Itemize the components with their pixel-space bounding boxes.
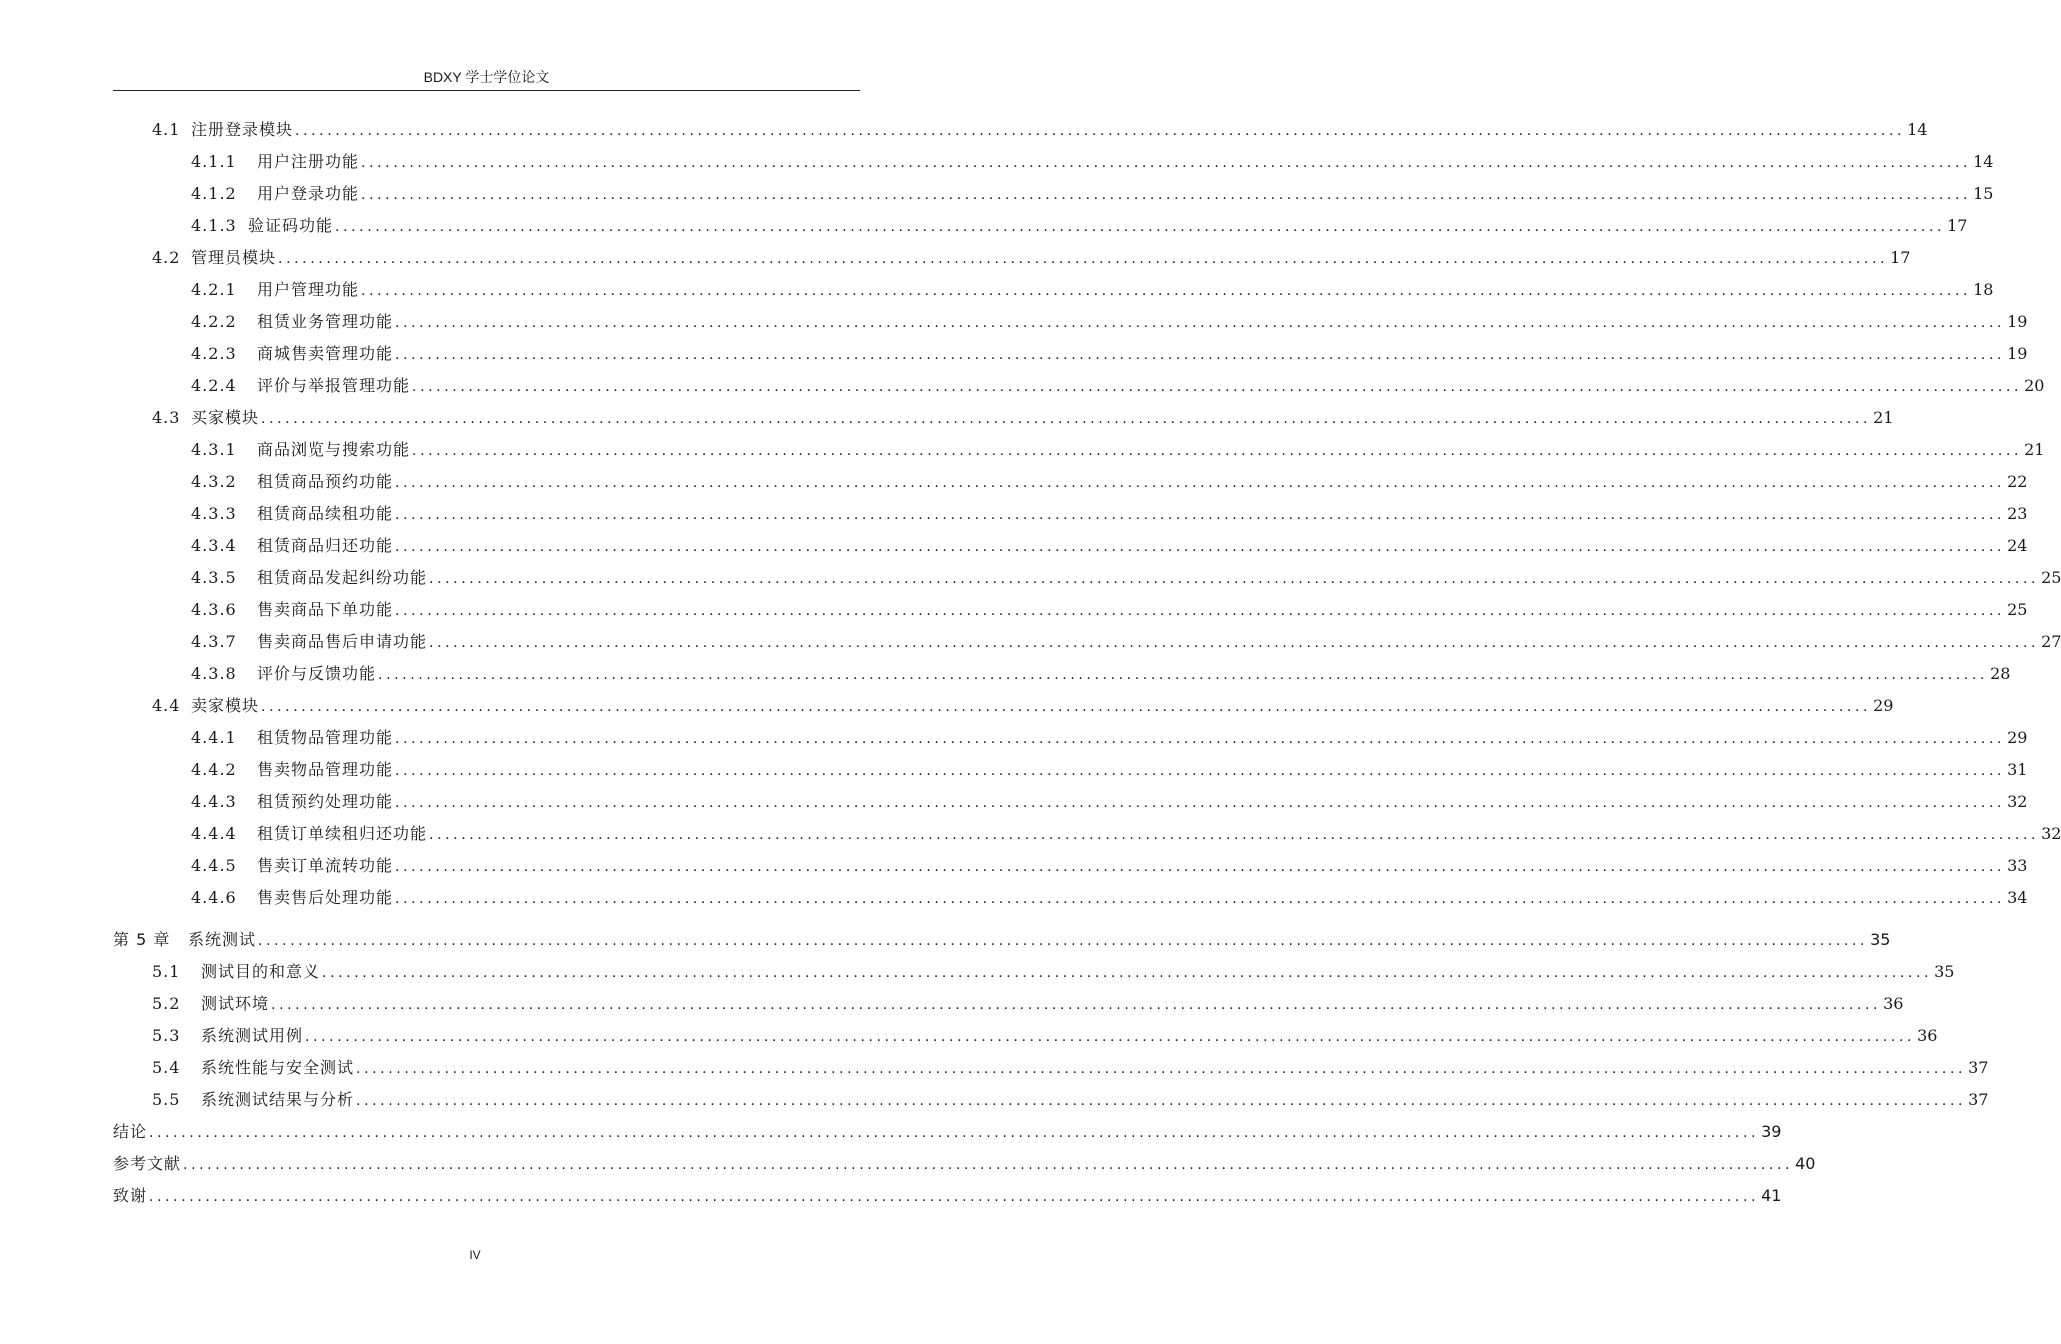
- toc-entry-number: 4.4.3: [191, 792, 237, 811]
- toc-entry[interactable]: [191, 338, 2028, 370]
- toc-entry[interactable]: [152, 242, 1911, 274]
- toc-entry-number: 4.2: [152, 248, 181, 267]
- toc-entry[interactable]: [152, 1052, 1989, 1084]
- toc-entry-title: 租赁商品预约功能: [257, 472, 394, 491]
- toc-entry-number: 4.3.4: [191, 536, 237, 555]
- toc-entry-page: 34: [2007, 888, 2028, 907]
- toc-entry-title: 评价与反馈功能: [257, 664, 377, 683]
- toc-entry[interactable]: [191, 818, 2061, 850]
- page-header-title: BDXY 学士学位论文: [423, 69, 550, 85]
- toc-entry-title: 售卖订单流转功能: [257, 856, 394, 875]
- toc-entry-title: 管理员模块: [191, 248, 277, 267]
- toc-dot-leader: ........................................................................................................................................................................................................: [361, 187, 1972, 203]
- toc-dot-leader: ........................................................................................................................................................................................................: [149, 1189, 1760, 1205]
- toc-dot-leader: ........................................................................................................................................................................................................: [361, 155, 1972, 171]
- toc-entry[interactable]: [113, 1180, 1782, 1212]
- toc-entry-page: 17: [1890, 248, 1911, 267]
- toc-entry-number: 4.3.2: [191, 472, 237, 491]
- toc-entry-number: 4.2.4: [191, 376, 237, 395]
- toc-entry[interactable]: [113, 1116, 1782, 1148]
- toc-entry[interactable]: [191, 786, 2028, 818]
- toc-entry-title: 测试环境: [201, 994, 270, 1013]
- toc-dot-leader: ........................................................................................................................................................................................................: [271, 997, 1882, 1013]
- toc-entry-title: 商品浏览与搜索功能: [257, 440, 411, 459]
- toc-entry-number: 4.2.2: [191, 312, 237, 331]
- toc-entry-title: 售卖物品管理功能: [257, 760, 394, 779]
- toc-entry-title: 租赁业务管理功能: [257, 312, 394, 331]
- toc-entry-page: 40: [1795, 1154, 1816, 1173]
- toc-entry-number: 4.4.6: [191, 888, 237, 907]
- toc-entry[interactable]: [191, 370, 2045, 402]
- toc-entry-number: 4.4: [152, 696, 181, 715]
- toc-entry-page: 19: [2007, 344, 2028, 363]
- toc-dot-leader: ........................................................................................................................................................................................................: [335, 219, 1946, 235]
- toc-entry-page: 41: [1761, 1186, 1782, 1205]
- toc-dot-leader: ........................................................................................................................................................................................................: [395, 507, 2006, 523]
- toc-entry-title: 买家模块: [191, 408, 260, 427]
- toc-dot-leader: ........................................................................................................................................................................................................: [395, 315, 2006, 331]
- toc-entry[interactable]: [152, 988, 1904, 1020]
- toc-entry[interactable]: [152, 1020, 1938, 1052]
- toc-dot-leader: ........................................................................................................................................................................................................: [183, 1157, 1794, 1173]
- toc-dot-leader: ........................................................................................................................................................................................................: [305, 1029, 1916, 1045]
- toc-entry-number: 4.4.1: [191, 728, 237, 747]
- toc-dot-leader: ........................................................................................................................................................................................................: [295, 123, 1906, 139]
- toc-dot-leader: ........................................................................................................................................................................................................: [429, 571, 2040, 587]
- toc-entry-title: 售卖商品下单功能: [257, 600, 394, 619]
- toc-entry-title: 参考文献: [113, 1154, 182, 1173]
- toc-entry[interactable]: [113, 924, 1891, 956]
- toc-entry-number: 5.2: [152, 994, 181, 1013]
- toc-entry-number: 5.4: [152, 1058, 181, 1077]
- toc-entry-number: 4.2.3: [191, 344, 237, 363]
- toc-entry-title: 评价与举报管理功能: [257, 376, 411, 395]
- toc-entry-page: 29: [2007, 728, 2028, 747]
- toc-entry[interactable]: [191, 466, 2028, 498]
- toc-dot-leader: ........................................................................................................................................................................................................: [429, 635, 2040, 651]
- toc-entry-number: 4.4.2: [191, 760, 237, 779]
- toc-dot-leader: ........................................................................................................................................................................................................: [429, 827, 2040, 843]
- toc-entry-title: 卖家模块: [191, 696, 260, 715]
- toc-entry-title: 结论: [113, 1122, 148, 1141]
- toc-entry-title: 系统测试用例: [201, 1026, 304, 1045]
- toc-entry-number: 4.3.1: [191, 440, 237, 459]
- toc-entry-page: 21: [2024, 440, 2045, 459]
- toc-entry-number: 5.3: [152, 1026, 181, 1045]
- toc-entry-page: 23: [2007, 504, 2028, 523]
- toc-entry-title: 测试目的和意义: [201, 962, 321, 981]
- toc-dot-leader: ........................................................................................................................................................................................................: [356, 1061, 1967, 1077]
- toc-entry-number: 4.3: [152, 408, 181, 427]
- toc-entry-page: 32: [2007, 792, 2028, 811]
- toc-dot-leader: ........................................................................................................................................................................................................: [395, 603, 2006, 619]
- toc-entry[interactable]: [152, 402, 1894, 434]
- toc-entry-page: 36: [1883, 994, 1904, 1013]
- toc-entry-page: 15: [1973, 184, 1994, 203]
- toc-entry-title: 系统测试结果与分析: [201, 1090, 355, 1109]
- toc-entry-number: 4.1.2: [191, 184, 237, 203]
- toc-dot-leader: ........................................................................................................................................................................................................: [261, 699, 1872, 715]
- toc-entry-page: 37: [1968, 1090, 1989, 1109]
- toc-entry-page: 35: [1934, 962, 1955, 981]
- toc-entry-page: 24: [2007, 536, 2028, 555]
- toc-entry-title: 用户注册功能: [257, 152, 360, 171]
- toc-entry-title: 租赁商品发起纠纷功能: [257, 568, 428, 587]
- toc-entry-title: 致谢: [113, 1186, 148, 1205]
- toc-dot-leader: ........................................................................................................................................................................................................: [395, 475, 2006, 491]
- toc-entry[interactable]: [191, 434, 2045, 466]
- toc-entry-number: 4.3.7: [191, 632, 237, 651]
- toc-entry-page: 14: [1973, 152, 1994, 171]
- toc-entry-page: 28: [1990, 664, 2011, 683]
- toc-dot-leader: ........................................................................................................................................................................................................: [395, 795, 2006, 811]
- toc-entry[interactable]: [152, 956, 1955, 988]
- toc-entry-page: 29: [1873, 696, 1894, 715]
- toc-entry-page: 14: [1907, 120, 1928, 139]
- toc-entry-number: 第 5 章: [113, 930, 171, 949]
- toc-dot-leader: ........................................................................................................................................................................................................: [261, 411, 1872, 427]
- toc-entry[interactable]: [191, 754, 2028, 786]
- toc-entry-number: 4.1.3: [191, 216, 237, 235]
- toc-entry-page: 35: [1870, 930, 1891, 949]
- toc-entry-number: 4.3.8: [191, 664, 237, 683]
- toc-entry[interactable]: [191, 498, 2028, 530]
- toc-entry-title: 注册登录模块: [191, 120, 294, 139]
- toc-entry-number: 4.3.3: [191, 504, 237, 523]
- header-rule: [113, 90, 860, 91]
- toc-entry-page: 25: [2007, 600, 2028, 619]
- toc-dot-leader: ........................................................................................................................................................................................................: [412, 443, 2023, 459]
- toc-entry-number: 4.4.4: [191, 824, 237, 843]
- toc-entry[interactable]: [152, 1084, 1989, 1116]
- toc-entry-page: 39: [1761, 1122, 1782, 1141]
- toc-entry-title: 用户管理功能: [257, 280, 360, 299]
- toc-entry-page: 27: [2041, 632, 2061, 651]
- toc-entry-title: 租赁预约处理功能: [257, 792, 394, 811]
- toc-entry-title: 租赁订单续租归还功能: [257, 824, 428, 843]
- toc-entry[interactable]: [152, 114, 1928, 146]
- toc-dot-leader: ........................................................................................................................................................................................................: [378, 667, 1989, 683]
- toc-entry-title: 用户登录功能: [257, 184, 360, 203]
- toc-entry-page: 31: [2007, 760, 2028, 779]
- toc-entry[interactable]: [191, 530, 2028, 562]
- toc-entry-number: 4.3.5: [191, 568, 237, 587]
- toc-dot-leader: ........................................................................................................................................................................................................: [395, 891, 2006, 907]
- toc-entry-number: 4.1.1: [191, 152, 237, 171]
- toc-entry[interactable]: [191, 274, 1994, 306]
- toc-entry-page: 17: [1947, 216, 1968, 235]
- toc-dot-leader: ........................................................................................................................................................................................................: [395, 539, 2006, 555]
- toc-entry-number: 5.1: [152, 962, 181, 981]
- toc-entry[interactable]: [113, 1148, 1816, 1180]
- toc-entry-title: 验证码功能: [248, 216, 334, 235]
- toc-entry[interactable]: [191, 594, 2028, 626]
- toc-entry[interactable]: [191, 882, 2028, 914]
- toc-entry-page: 37: [1968, 1058, 1989, 1077]
- toc-entry[interactable]: [191, 146, 1994, 178]
- toc-entry-page: 19: [2007, 312, 2028, 331]
- toc-entry-title: 售卖商品售后申请功能: [257, 632, 428, 651]
- toc-entry-title: 租赁物品管理功能: [257, 728, 394, 747]
- toc-entry[interactable]: [191, 658, 2011, 690]
- toc-entry-page: 32: [2041, 824, 2061, 843]
- toc-entry-number: 4.2.1: [191, 280, 237, 299]
- toc-dot-leader: ........................................................................................................................................................................................................: [361, 283, 1972, 299]
- toc-entry-title: 系统性能与安全测试: [201, 1058, 355, 1077]
- page-number: IV: [469, 1248, 481, 1262]
- toc-entry[interactable]: [191, 306, 2028, 338]
- toc-dot-leader: ........................................................................................................................................................................................................: [149, 1125, 1760, 1141]
- toc-entry-title: 商城售卖管理功能: [257, 344, 394, 363]
- toc-dot-leader: ........................................................................................................................................................................................................: [395, 859, 2006, 875]
- toc-entry-page: 36: [1917, 1026, 1938, 1045]
- toc-dot-leader: ........................................................................................................................................................................................................: [395, 763, 2006, 779]
- toc-entry-page: 20: [2024, 376, 2045, 395]
- toc-dot-leader: ........................................................................................................................................................................................................: [395, 347, 2006, 363]
- toc-entry-page: 18: [1973, 280, 1994, 299]
- toc-entry-title: 租赁商品归还功能: [257, 536, 394, 555]
- toc-entry[interactable]: [191, 178, 1994, 210]
- toc-dot-leader: ........................................................................................................................................................................................................: [258, 933, 1869, 949]
- toc-dot-leader: ........................................................................................................................................................................................................: [356, 1093, 1967, 1109]
- toc-entry-page: 33: [2007, 856, 2028, 875]
- toc-dot-leader: ........................................................................................................................................................................................................: [412, 379, 2023, 395]
- toc-dot-leader: ........................................................................................................................................................................................................: [395, 731, 2006, 747]
- toc-entry-page: 21: [1873, 408, 1894, 427]
- toc-entry[interactable]: [191, 626, 2061, 658]
- toc-dot-leader: ........................................................................................................................................................................................................: [322, 965, 1933, 981]
- toc-entry-number: 5.5: [152, 1090, 181, 1109]
- toc-entry[interactable]: [152, 690, 1894, 722]
- toc-entry[interactable]: [191, 562, 2061, 594]
- toc-entry-page: 25: [2041, 568, 2061, 587]
- toc-entry-number: 4.3.6: [191, 600, 237, 619]
- toc-entry-number: 4.1: [152, 120, 181, 139]
- toc-entry-number: 4.4.5: [191, 856, 237, 875]
- toc-entry[interactable]: [191, 850, 2028, 882]
- toc-entry-title: 租赁商品续租功能: [257, 504, 394, 523]
- toc-entry[interactable]: [191, 210, 1968, 242]
- toc-dot-leader: ........................................................................................................................................................................................................: [278, 251, 1889, 267]
- toc-entry[interactable]: [191, 722, 2028, 754]
- toc-entry-title: 系统测试: [188, 930, 257, 949]
- toc-entry-page: 22: [2007, 472, 2028, 491]
- toc-entry-title: 售卖售后处理功能: [257, 888, 394, 907]
